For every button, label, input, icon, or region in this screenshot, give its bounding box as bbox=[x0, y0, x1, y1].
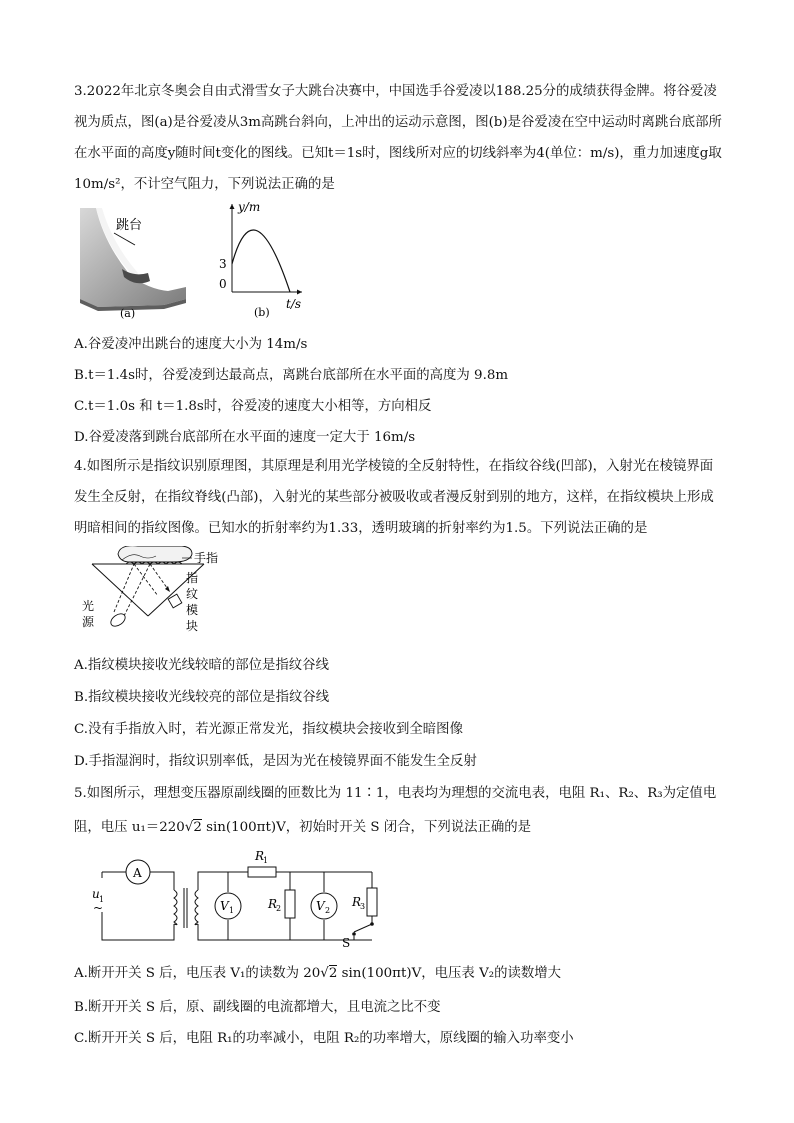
label-module-4: 块 bbox=[186, 619, 199, 633]
q3-stem: 3.2022年北京冬奥会自由式滑雪女子大跳台决赛中，中国选手谷爱凌以188.25分的成绩获得金牌。将谷爱凌视为质点，图(a)是谷爱凌从3m高跳台斜向，上冲出的运动示意图，图(b)是谷爱凌在空中运动时离跳台底部所在水平面的高度y随时间t变化的图线。已知t＝1s时，图线所对应的切线斜率为4(单位：m/s)，重力加速度g取10m/s²，不计空气阻力，下列说法正确的是 bbox=[74, 84, 722, 192]
resistor-r2 bbox=[285, 890, 295, 918]
figure-transformer-circuit bbox=[92, 846, 382, 950]
q4-option-c: C.没有手指放入时，若光源正常发光，指纹模块会接收到全暗图像 bbox=[74, 722, 463, 737]
label-source-2: 源 bbox=[82, 615, 95, 629]
q4-option-b: B.指纹模块接收光线较亮的部位是指纹谷线 bbox=[74, 690, 330, 705]
q3-option-c: C.t＝1.0s 和 t＝1.8s时，谷爱凌的速度大小相等，方向相反 bbox=[74, 399, 432, 414]
figure-a-callout: 跳台 bbox=[116, 218, 143, 233]
sqrt-value: 2 bbox=[328, 966, 338, 981]
figure-fingerprint-prism bbox=[74, 546, 224, 644]
q5-stem-post: sin(100πt)V，初始时开关 S 闭合，下列说法正确的是 bbox=[201, 820, 532, 835]
v1-label: V bbox=[220, 899, 229, 913]
q5-stem-pre: 阻，电压 u₁＝220 bbox=[74, 820, 185, 835]
q5-option-a-pre: A.断开开关 S 后，电压表 V₁的读数为 20 bbox=[74, 966, 321, 981]
figure-b-graph bbox=[216, 196, 308, 320]
label-source-1: 光 bbox=[82, 599, 95, 613]
switch-s bbox=[354, 924, 372, 932]
r1-sub: 1 bbox=[263, 856, 269, 865]
sqrt-symbol: √2 bbox=[320, 966, 338, 981]
u1-sub: 1 bbox=[99, 895, 105, 904]
graph-tick-3: 3 bbox=[219, 257, 227, 271]
q5-option-c: C.断开开关 S 后，电阻 R₁的功率减小，电阻 R₂的功率增大，原线圈的输入功率变小 bbox=[74, 1031, 574, 1046]
q4-option-a: A.指纹模块接收光线较暗的部位是指纹谷线 bbox=[74, 658, 329, 673]
q3-option-b: B.t＝1.4s时，谷爱凌到达最高点，离跳台底部所在水平面的高度为 9.8m bbox=[74, 368, 509, 383]
figure-a-label: (a) bbox=[120, 307, 136, 319]
q5-option-a-post: sin(100πt)V，电压表 V₂的读数增大 bbox=[337, 966, 562, 981]
q4-stem: 4.如图所示是指纹识别原理图，其原理是利用光学棱镜的全反射特性，在指纹谷线(凹部)，入射光在棱镜界面发生全反射，在指纹脊线(凸部)，入射光的某些部分被吸收或者漫反射到别的地方，这样，在指纹模块上形成明暗相间的指纹图像。已知水的折射率约为1.33，透明玻璃的折射率约为1.5。下列说法正确的是 bbox=[74, 459, 714, 536]
q5-stem-line-2 bbox=[74, 816, 531, 835]
label-module-3: 模 bbox=[186, 603, 199, 617]
q5-option-b: B.断开开关 S 后，原、副线圈的电流都增大，且电流之比不变 bbox=[74, 1000, 441, 1015]
v2-sub: 2 bbox=[325, 906, 331, 915]
graph-y-axis-label: y/m bbox=[238, 200, 261, 214]
sqrt-value: 2 bbox=[193, 820, 202, 835]
ammeter-label: A bbox=[133, 866, 142, 880]
resistor-r3 bbox=[367, 888, 377, 916]
r2-sub: 2 bbox=[276, 904, 282, 913]
sqrt-symbol: √2 bbox=[184, 820, 202, 835]
graph-origin: 0 bbox=[219, 277, 227, 291]
r1-label: R bbox=[255, 849, 265, 863]
r2-label: R bbox=[268, 897, 278, 911]
figure-a-ski-jump bbox=[78, 203, 190, 319]
trajectory-curve bbox=[232, 230, 290, 292]
r3-sub: 3 bbox=[360, 902, 366, 911]
sensor-module-icon bbox=[168, 594, 182, 608]
q4-option-d: D.手指湿润时，指纹识别率低，是因为光在棱镜界面不能发生全反射 bbox=[74, 754, 477, 769]
label-finger: 手指 bbox=[194, 551, 219, 565]
q5-stem-line-1: 5.如图所示，理想变压器原副线圈的匝数比为 11∶1，电表均为理想的交流电表，电阻 R₁、R₂、R₃为定值电 bbox=[74, 786, 717, 801]
figure-b-label: (b) bbox=[254, 306, 270, 319]
u1-label: u bbox=[92, 887, 100, 901]
graph-x-axis-label: t/s bbox=[286, 297, 302, 311]
switch-label: S bbox=[342, 936, 351, 950]
finger-shape bbox=[118, 546, 192, 562]
q5-option-a bbox=[74, 962, 561, 981]
v1-sub: 1 bbox=[229, 906, 235, 915]
v2-label: V bbox=[316, 899, 325, 913]
q3-option-a: A.谷爱凌冲出跳台的速度大小为 14m/s bbox=[74, 337, 308, 352]
label-module-2: 纹 bbox=[186, 587, 199, 601]
label-module-1: 指 bbox=[186, 571, 199, 585]
q3-option-d: D.谷爱凌落到跳台底部所在水平面的速度一定大于 16m/s bbox=[74, 430, 416, 445]
resistor-r1 bbox=[248, 867, 276, 877]
r3-label: R bbox=[352, 895, 362, 909]
ac-symbol: ~ bbox=[93, 901, 104, 915]
